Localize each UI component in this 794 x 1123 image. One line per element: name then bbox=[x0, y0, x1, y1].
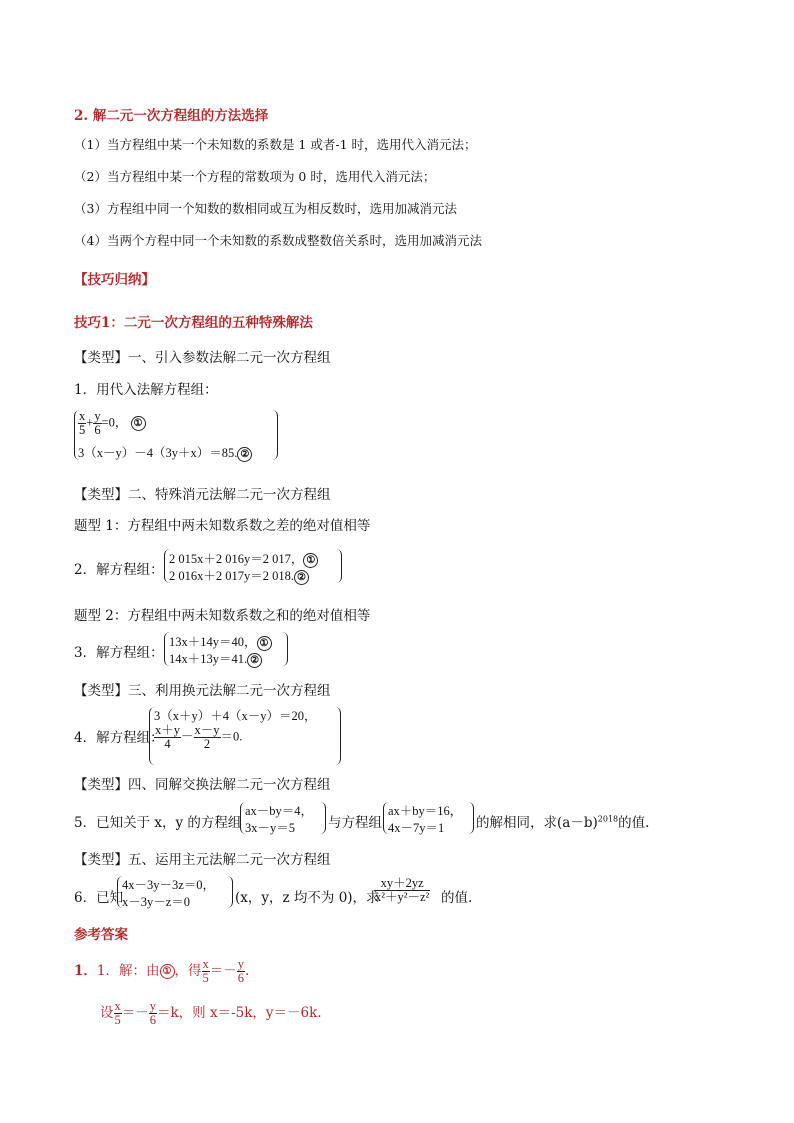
q1-right-paren bbox=[272, 410, 278, 460]
question-6-prompt: 6．已知 bbox=[74, 890, 124, 906]
q5-tail: 的解相同，求$(a-b)^{2018}$的值. bbox=[476, 814, 650, 831]
type-1-heading: 【类型】一、引入参数法解二元一次方程组 bbox=[74, 350, 331, 366]
q2-right-paren bbox=[336, 549, 342, 583]
summary-heading: 【技巧归纳】 bbox=[74, 272, 155, 288]
q6-eq-1: 4x－3y－3z＝0， bbox=[122, 878, 216, 892]
q6-tail: 的值. bbox=[441, 890, 473, 906]
answer-1-line-1: 1．1．解：由 ① ，得 $\frac{x}{5}$ ＝－ $\frac{y}{6}$ . bbox=[74, 957, 250, 986]
q2-equation-2: 2 016x＋2 017y＝2 018. ② bbox=[169, 566, 309, 585]
question-1-prompt: 1．用代入法解方程组： bbox=[74, 382, 218, 398]
circled-1-marker: ① bbox=[257, 636, 272, 651]
topic-2-heading: 题型 2：方程组中两未知数系数之和的绝对值相等 bbox=[74, 608, 371, 624]
q1-equation-1: $\frac{x}{5}$ + $\frac{y}{6}$ =0， ① bbox=[78, 410, 146, 437]
method-item-1: （1）当方程组中某一个未知数的系数是 1 或者-1 时，选用代入消元法； bbox=[74, 137, 477, 152]
type-4-heading: 【类型】四、同解交换法解二元一次方程组 bbox=[74, 777, 331, 793]
q3-equation-2: 14x＋13y＝41. ② bbox=[169, 649, 262, 668]
circled-1-marker: ① bbox=[160, 964, 175, 979]
q6-eq-2: x－3y－z＝0 bbox=[122, 895, 191, 909]
question-3-prompt: 3．解方程组： bbox=[74, 645, 164, 661]
question-2-prompt: 2．解方程组： bbox=[74, 562, 164, 578]
circled-2-marker: ② bbox=[247, 653, 262, 668]
q6-fraction: $\frac{xy+2yz}{\text{x²＋y²－z²}}$ bbox=[375, 876, 430, 905]
q5-system-2-paren bbox=[468, 802, 474, 834]
q5-connector: 与方程组 bbox=[328, 815, 382, 831]
circled-2-marker: ② bbox=[237, 447, 252, 462]
skill-title: 技巧1：二元一次方程组的五种特殊解法 bbox=[74, 315, 313, 331]
topic-1-heading: 题型 1：方程组中两未知数系数之差的绝对值相等 bbox=[74, 518, 371, 534]
type-5-heading: 【类型】五、运用主元法解二元一次方程组 bbox=[74, 852, 331, 868]
q2-equation-1: 2 015x＋2 016y＝2 017， ① bbox=[169, 549, 318, 568]
circled-1-marker: ① bbox=[131, 416, 146, 431]
q3-right-paren bbox=[282, 632, 288, 666]
question-4-prompt: 4．解方程组： bbox=[74, 730, 164, 746]
q5-system-1-eq-1: ax－by＝4， bbox=[245, 804, 314, 818]
q5-system-1-eq-2: 3x－y＝5 bbox=[245, 821, 296, 835]
q4-equation-1: 3（x＋y）＋4（x－y）＝20， bbox=[154, 709, 317, 723]
q5-system-2-eq-2: 4x－7y＝1 bbox=[388, 821, 445, 835]
q1-equation-2: 3（x－y）－4（3y＋x）＝85. ② bbox=[78, 443, 252, 462]
method-item-3: （3）方程组中同一个知数的数相同或互为相反数时，选用加减消元法 bbox=[74, 201, 457, 216]
type-3-heading: 【类型】三、利用换元法解二元一次方程组 bbox=[74, 683, 331, 699]
answers-heading: 参考答案 bbox=[74, 927, 128, 943]
circled-1-marker: ① bbox=[303, 553, 318, 568]
method-item-4: （4）当两个方程中同一个未知数的系数成整数倍关系时，选用加减消元法 bbox=[74, 233, 482, 248]
type-2-heading: 【类型】二、特殊消元法解二元一次方程组 bbox=[74, 487, 331, 503]
question-5-prompt: 5．已知关于 x，y 的方程组 bbox=[74, 815, 242, 831]
answer-1-line-2: 设 $\frac{x}{5}$ ＝－ $\frac{y}{6}$ ＝k，则 x＝-5k，y＝－6k. bbox=[100, 999, 322, 1028]
q5-system-1-paren bbox=[320, 802, 326, 834]
q6-right-paren bbox=[227, 876, 233, 908]
q4-equation-2: $\frac{x+y}{4}$ － $\frac{x-y}{2}$ ＝0. bbox=[155, 723, 243, 752]
section-heading: 2. 解二元一次方程组的方法选择 bbox=[74, 108, 269, 124]
method-item-2: （2）当方程组中某一个方程的常数项为 0 时，选用代入消元法； bbox=[74, 169, 436, 184]
q4-right-paren bbox=[335, 707, 341, 765]
q6-condition: (x，y，z 均不为 0)，求 bbox=[235, 890, 380, 906]
q3-equation-1: 13x＋14y＝40， ① bbox=[169, 632, 272, 651]
q5-system-2-eq-1: ax＋by＝16， bbox=[388, 804, 463, 818]
circled-2-marker: ② bbox=[294, 570, 309, 585]
